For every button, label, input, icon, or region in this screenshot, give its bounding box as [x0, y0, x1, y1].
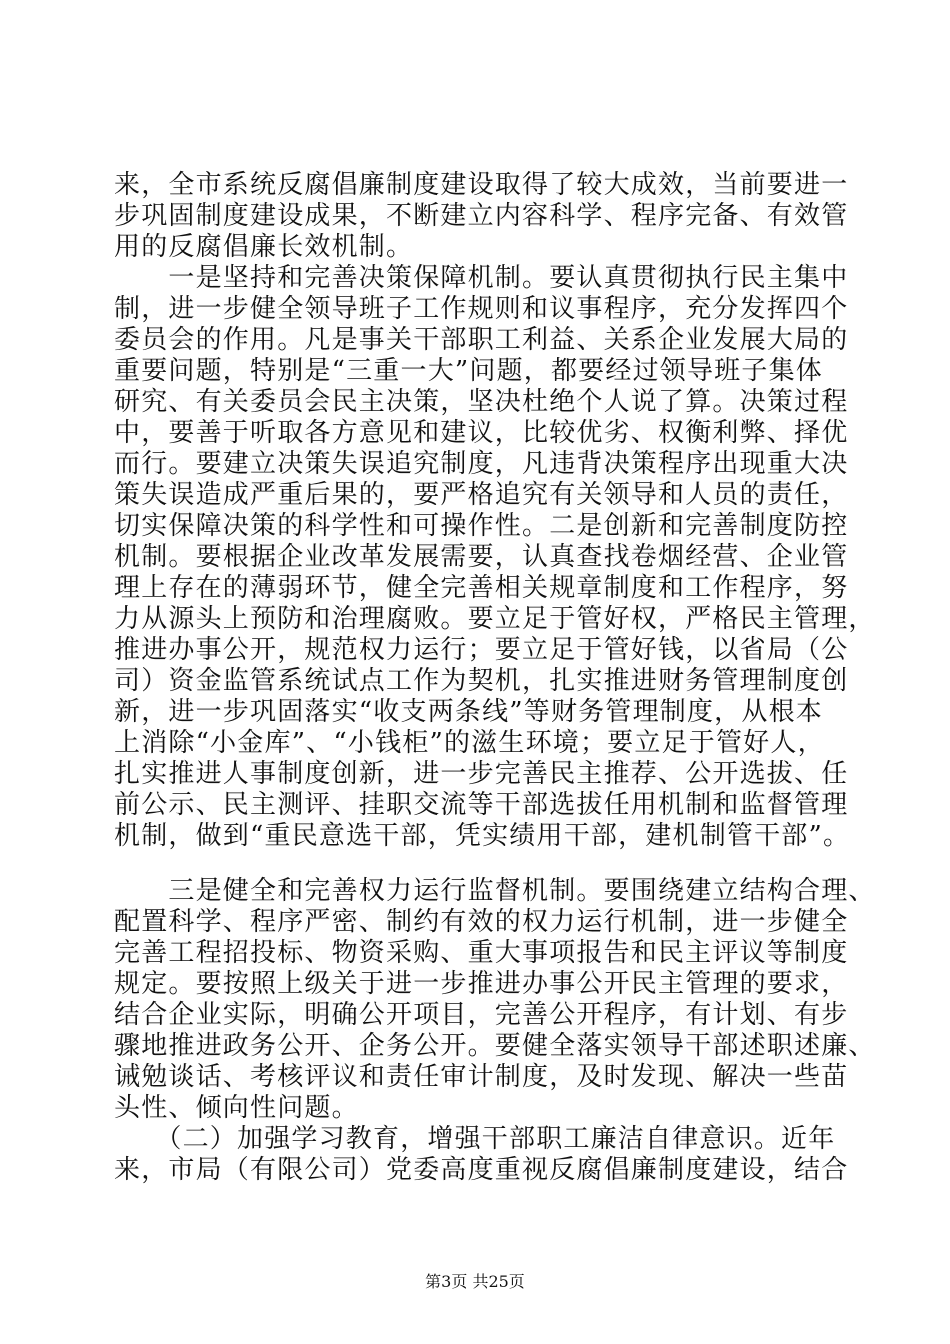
document-body — [114, 170, 876, 1186]
text-line: 理上存在的薄弱环节，健全完善相关规章制度和工作程序，努 — [114, 573, 849, 603]
text-line: 推进办事公开，规范权力运行；要立足于管好钱，以省局（公 — [114, 635, 849, 665]
page-number-footer: 第3页 共25页 — [425, 1272, 525, 1291]
text-line: 力从源头上预防和治理腐败。要立足于管好权，严格民主管理， — [114, 604, 876, 634]
text-line: 而行。要建立决策失误追究制度，凡违背决策程序出现重大决 — [114, 449, 849, 479]
text-line: 上消除“小金库”、“小钱柜”的滋生环境；要立足于管好人， — [114, 728, 825, 758]
text-line: 扎实推进人事制度创新，进一步完善民主推荐、公开选拔、任 — [114, 759, 849, 789]
text-line: 配置科学、程序严密、制约有效的权力运行机制，进一步健全 — [114, 907, 849, 937]
text-line: 用的反腐倡廉长效机制。 — [114, 232, 414, 262]
text-line: 切实保障决策的科学性和可操作性。二是创新和完善制度防控 — [114, 511, 849, 541]
text-line: 机制，做到“重民意选干部，凭实绩用干部，建机制管干部”。 — [114, 821, 851, 851]
text-line: 步巩固制度建设成果，不断建立内容科学、程序完备、有效管 — [114, 201, 849, 231]
text-line: 来，市局（有限公司）党委高度重视反腐倡廉制度建设，结合 — [114, 1155, 849, 1185]
text-line: 司）资金监管系统试点工作为契机，扎实推进财务管理制度创 — [114, 666, 849, 696]
text-line: 中，要善于听取各方意见和建议，比较优劣、权衡利弊、择优 — [114, 418, 849, 448]
text-line: 前公示、民主测评、挂职交流等干部选拔任用机制和监督管理 — [114, 790, 849, 820]
text-line: 新，进一步巩固落实“收支两条线”等财务管理制度，从根本 — [114, 697, 823, 727]
text-line: 一是坚持和完善决策保障机制。要认真贯彻执行民主集中 — [114, 263, 849, 293]
text-line: 骤地推进政务公开、企务公开。要健全落实领导干部述职述廉、 — [114, 1031, 876, 1061]
text-line: 规定。要按照上级关于进一步推进办事公开民主管理的要求， — [114, 969, 849, 999]
text-line: 来，全市系统反腐倡廉制度建设取得了较大成效，当前要进一 — [114, 170, 849, 200]
text-line: 完善工程招投标、物资采购、重大事项报告和民主评议等制度 — [114, 938, 849, 968]
text-line: 结合企业实际，明确公开项目，完善公开程序，有计划、有步 — [114, 1000, 849, 1030]
text-line: 委员会的作用。凡是事关干部职工利益、关系企业发展大局的 — [114, 325, 849, 355]
text-line: 制，进一步健全领导班子工作规则和议事程序，充分发挥四个 — [114, 294, 849, 324]
text-line: （二）加强学习教育，增强干部职工廉洁自律意识。近年 — [114, 1124, 836, 1154]
text-line: 机制。要根据企业改革发展需要，认真查找卷烟经营、企业管 — [114, 542, 849, 572]
text-line: 研究、有关委员会民主决策，坚决杜绝个人说了算。决策过程 — [114, 387, 849, 417]
text-line: 策失误造成严重后果的，要严格追究有关领导和人员的责任， — [114, 480, 849, 510]
text-line: 重要问题，特别是“三重一大”问题，都要经过领导班子集体 — [114, 356, 823, 386]
text-line: 三是健全和完善权力运行监督机制。要围绕建立结构合理、 — [114, 876, 876, 906]
paragraph-gap — [114, 852, 834, 876]
text-line: 头性、倾向性问题。 — [114, 1093, 359, 1123]
text-line: 诫勉谈话、考核评议和责任审计制度，及时发现、解决一些苗 — [114, 1062, 849, 1092]
